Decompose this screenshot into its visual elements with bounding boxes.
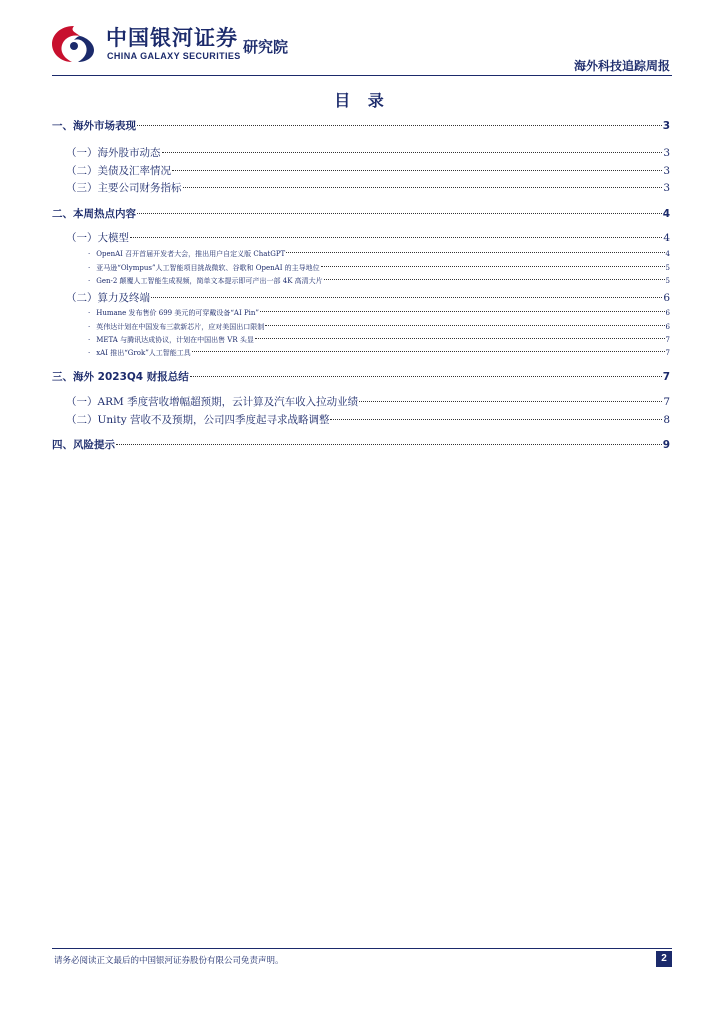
toc-entry-label: （一）海外股市动态 xyxy=(66,147,161,159)
header-divider xyxy=(52,75,672,76)
toc-entry-level3[interactable] xyxy=(52,335,670,345)
toc-entry-level3[interactable] xyxy=(52,308,670,318)
toc-entry-page: 6 xyxy=(665,309,670,317)
footer-divider xyxy=(52,948,672,949)
toc-entry-page: 7 xyxy=(665,336,670,344)
toc-leader-dots xyxy=(359,401,662,402)
toc-leader-dots xyxy=(192,351,665,352)
bullet-icon: · xyxy=(88,309,91,317)
toc-leader-dots xyxy=(183,187,663,188)
toc-entry-label: · xAI 推出“Grok”人工智能工具 xyxy=(88,349,191,357)
bullet-icon: · xyxy=(88,277,91,285)
toc-entry-label: （二）美债及汇率情况 xyxy=(66,165,171,177)
toc-leader-dots xyxy=(330,419,662,420)
toc-entry-page: 6 xyxy=(665,323,670,331)
toc-entry-level1[interactable] xyxy=(52,206,670,221)
toc-leader-dots xyxy=(130,237,662,238)
bullet-icon: · xyxy=(88,323,91,331)
disclaimer-text: 请务必阅读正文最后的中国银河证券股份有限公司免责声明。 xyxy=(54,956,284,966)
toc-entry-level2[interactable] xyxy=(52,180,670,195)
toc-entry-page: 9 xyxy=(662,439,670,451)
toc-entry-level2[interactable] xyxy=(52,290,670,305)
toc-leader-dots xyxy=(172,170,662,171)
toc-entry-label: · 英伟达计划在中国发布三款新芯片，应对美国出口限制 xyxy=(88,323,265,331)
toc-entry-level3[interactable] xyxy=(52,348,670,358)
toc-entry-level2[interactable] xyxy=(52,145,670,160)
toc-leader-dots xyxy=(286,252,664,253)
toc-leader-dots xyxy=(137,213,662,214)
toc-entry-page: 3 xyxy=(663,147,670,159)
toc-entry-level2[interactable] xyxy=(52,163,670,178)
toc-entry-level3[interactable] xyxy=(52,322,670,332)
toc-entry-label: 一、海外市场表现 xyxy=(52,120,136,132)
bullet-icon: · xyxy=(88,336,91,344)
galaxy-logo-icon xyxy=(50,24,98,64)
toc-leader-dots xyxy=(151,297,662,298)
toc-leader-dots xyxy=(162,152,663,153)
toc-entry-label: · Gen-2 颠覆人工智能生成视频，简单文本提示即可产出一部 4K 高清大片 xyxy=(88,277,323,285)
toc-entry-label: 三、海外 2023Q4 财报总结 xyxy=(52,371,189,383)
toc-entry-label: · OpenAI 召开首届开发者大会，推出用户自定义版 ChatGPT xyxy=(88,250,286,258)
toc-entry-level2[interactable] xyxy=(52,412,670,427)
toc-entry-level1[interactable] xyxy=(52,369,670,384)
toc-entry-page: 3 xyxy=(663,165,670,177)
toc-entry-level2[interactable] xyxy=(52,230,670,245)
toc-entry-label: （一）大模型 xyxy=(66,232,129,244)
toc-entry-label: （二）Unity 营收不及预期，公司四季度起寻求战略调整 xyxy=(66,414,330,426)
toc-entry-label: （二）算力及终端 xyxy=(66,292,150,304)
toc-entry-label: （一）ARM 季度营收增幅超预期，云计算及汽车收入拉动业绩 xyxy=(66,396,359,408)
logo-english-name: CHINA GALAXY SECURITIES xyxy=(107,51,241,61)
toc-entry-label: · 亚马逊“Olympus”人工智能项目挑战微软、谷歌和 OpenAI 的主导地位 xyxy=(88,264,320,272)
toc-entry-page: 8 xyxy=(663,414,670,426)
toc-entry-label: · Humane 发布售价 699 美元的可穿戴设备“AI Pin” xyxy=(88,309,260,317)
toc-title: 目 录 xyxy=(334,91,390,110)
toc-leader-dots xyxy=(190,376,662,377)
toc-entry-label: · META 与腾讯达成协议，计划在中国出售 VR 头显 xyxy=(88,336,254,344)
toc-entry-page: 4 xyxy=(662,208,670,220)
toc-leader-dots xyxy=(255,338,665,339)
toc-entry-page: 4 xyxy=(663,232,670,244)
report-name: 海外科技追踪周报 xyxy=(573,59,670,73)
institute-label: 研究院 xyxy=(243,38,289,56)
toc-entry-label: （三）主要公司财务指标 xyxy=(66,182,182,194)
toc-leader-dots xyxy=(265,325,664,326)
logo-chinese-name: 中国银河证券 xyxy=(106,26,238,50)
toc-entry-level3[interactable] xyxy=(52,276,670,286)
toc-entry-level2[interactable] xyxy=(52,394,670,409)
toc-entry-level3[interactable] xyxy=(52,249,670,259)
toc-leader-dots xyxy=(116,444,662,445)
toc-entry-page: 3 xyxy=(663,182,670,194)
toc-entry-page: 7 xyxy=(665,349,670,357)
toc-entry-page: 7 xyxy=(663,396,670,408)
toc-entry-page: 4 xyxy=(665,250,670,258)
toc-leader-dots xyxy=(321,266,665,267)
toc-entry-page: 3 xyxy=(662,120,670,132)
toc-leader-dots xyxy=(260,311,665,312)
page-number: 2 xyxy=(656,951,672,967)
toc-entry-level1[interactable] xyxy=(52,118,670,133)
toc-entry-page: 5 xyxy=(665,264,670,272)
toc-entry-page: 6 xyxy=(663,292,670,304)
toc-entry-label: 二、本周热点内容 xyxy=(52,208,136,220)
toc-entry-label: 四、风险提示 xyxy=(52,439,115,451)
toc-entry-page: 5 xyxy=(665,277,670,285)
bullet-icon: · xyxy=(88,250,91,258)
toc-entry-level3[interactable] xyxy=(52,263,670,273)
bullet-icon: · xyxy=(88,264,91,272)
toc-entry-page: 7 xyxy=(662,371,670,383)
toc-leader-dots xyxy=(137,125,662,126)
toc-leader-dots xyxy=(324,279,665,280)
toc-entry-level1[interactable] xyxy=(52,437,670,452)
bullet-icon: · xyxy=(88,349,91,357)
page-header xyxy=(0,0,724,76)
